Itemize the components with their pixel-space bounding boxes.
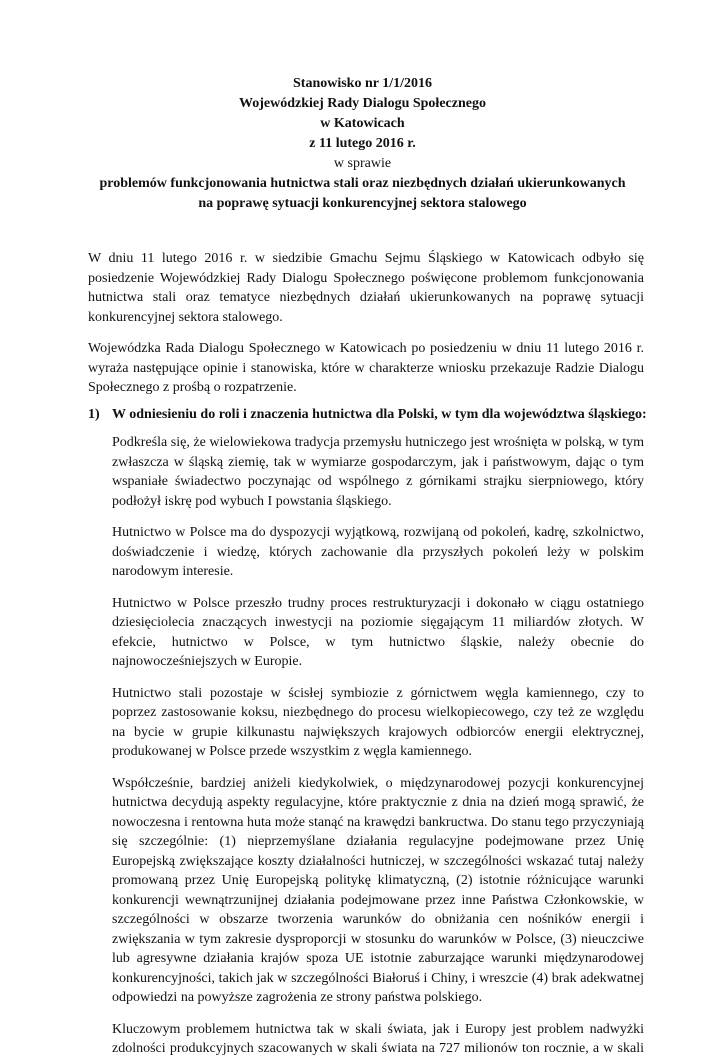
section-1-body bbox=[112, 433, 644, 1059]
section-1-paragraph: Współcześnie, bardziej aniżeli kiedykolwiek, o międzynarodowej pozycji konkurencyjnej hutnictwa decydują aspekty regulacyjne, które praktycznie z dnia na dzień mogą sprawić, że nowoczesna i rentowna huta może stanąć na krawędzi bankructwa. Do stanu tego przyczyniają się szczególnie: (1) nieprzemyślane działania regulacyjne podejmowane przez Unię Europejską zwiększające koszty działalności hutniczej, w szczególności wskazać tutaj należy promowaną przez Unię Europejską politykę klimatyczną, (2) istotnie różnicujące warunki konkurencji wewnątrzunijnej działania podejmowane przez inne Państwa Członkowskie, w szczególności w obszarze tworzenia warunków do obniżania cen nośników energii i zwiększania w tym zakresie dysproporcji w stosunku do warunków w Polsce, (3) nieuczciwe lub agresywne działania krajów spoza UE istotnie zaburzające warunki międzynarodowej konkurencyjności, takich jak w szczególności Białoruś i Chiny, i wreszcie (4) brak adekwatnej odpowiedzi na powyższe zagrożenia ze strony państwa polskiego. bbox=[112, 775, 644, 1005]
section-1-paragraph: Hutnictwo stali pozostaje w ścisłej symbiozie z górnictwem węgla kamiennego, czy to poprzez zastosowanie koksu, niezbędnego do procesu wielkopiecowego, czy też ze względu na bycie w grupie kilkunastu największych krajowych odbiorców energii elektrycznej, produkowanej w Polsce przede wszystkim z węgla kamiennego. bbox=[112, 685, 644, 759]
intro-paragraph-2: Wojewódzka Rada Dialogu Społecznego w Katowicach po posiedzeniu w dniu 11 lutego 2016 r. wyraża następujące opinie i stanowiska, które w charakterze wniosku przekazuje Radzie Dialogu Społecznego z prośbą o rozpatrzenie. bbox=[88, 341, 644, 395]
section-1-paragraph: Hutnictwo w Polsce przeszło trudny proces restrukturyzacji i dokonało w ciągu ostatniego dziesięciolecia znaczących inwestycji na poziomie sięgającym 11 miliardów złotych. W efekcie, hutnictwo w Polsce, w tym hutnictwo śląskie, należy obecnie do najnowocześniejszych w Europie. bbox=[112, 595, 644, 669]
council-name: Wojewódzkiej Rady Dialogu Społecznego bbox=[239, 96, 486, 111]
subject-line-1: problemów funkcjonowania hutnictwa stali oraz niezbędnych działań ukierunkowanych bbox=[99, 176, 626, 191]
subject-line-2: na poprawę sytuacji konkurencyjnej sektora stalowego bbox=[198, 196, 527, 211]
intro-paragraph-1: W dniu 11 lutego 2016 r. w siedzibie Gmachu Sejmu Śląskiego w Katowicach odbyło się posiedzenie Wojewódzkiej Rady Dialogu Społecznego poświęcone problemom funkcjonowania hutnictwa stali oraz tematyce niezbędnych działań ukierunkowanych na poprawę sytuacji konkurencyjnej sektora stalowego. bbox=[88, 251, 644, 325]
section-1-heading bbox=[88, 405, 648, 425]
section-1-title: W odniesieniu do roli i znaczenia hutnictwa dla Polski, w tym dla województwa śląskiego: bbox=[112, 407, 647, 422]
document-header bbox=[80, 74, 645, 214]
intro-section bbox=[88, 249, 644, 410]
council-location: w Katowicach bbox=[320, 116, 405, 131]
section-1-paragraph: Podkreśla się, że wielowiekowa tradycja przemysłu hutniczego jest wrośnięta w polską, w tym zwłaszcza w śląską ziemię, tak w wymiarze gospodarczym, jak i państwowym, dając o tym wspaniałe świadectwo poczynając od wspólnego z górnikami strajku sierpniowego, który podłożył iskrę pod wybuch I powstania śląskiego. bbox=[112, 435, 644, 509]
document-title: Stanowisko nr 1/1/2016 bbox=[293, 76, 432, 91]
document-date: z 11 lutego 2016 r. bbox=[309, 136, 416, 151]
section-1-paragraph: Kluczowym problemem hutnictwa tak w skali świata, jak i Europy jest problem nadwyżki zdolności produkcyjnych szacowanych w skali świata na 727 milionów ton rocznie, a w skali bbox=[112, 1021, 644, 1056]
section-1-number: 1) bbox=[88, 407, 100, 422]
subject-intro: w sprawie bbox=[333, 156, 392, 171]
section-1-paragraph: Hutnictwo w Polsce ma do dyspozycji wyjątkową, rozwijaną od pokoleń, kadrę, szkolnictwo, doświadczenie i wiedzę, których zachowanie dla przyszłych pokoleń leży w polskim narodowym interesie. bbox=[112, 525, 644, 579]
